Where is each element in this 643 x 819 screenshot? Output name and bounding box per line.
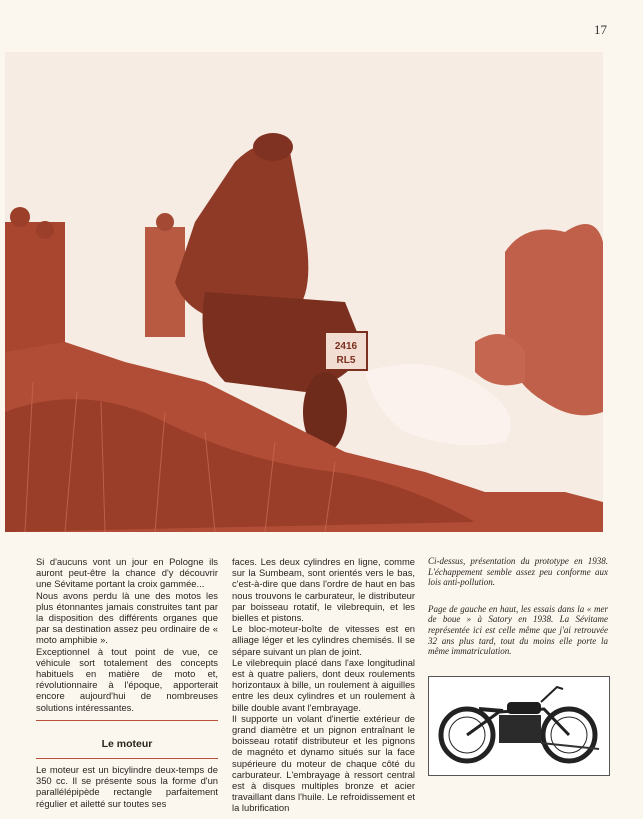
plate-text: 2416 bbox=[334, 341, 358, 352]
paragraph: faces. Les deux cylindres en ligne, comme sur la Sumbeam, sont orientés vers le bas, c'est-à-dire que dans l'ordre de haut en bas nous trouvons le carburateur, le distributeur par boisseau rotatif, le vilebrequin, et les bielles et pistons. bbox=[232, 556, 415, 624]
paragraph: Le vilebrequin placé dans l'axe longitudinal est à quatre paliers, dont deux roulements horizontaux à bille, un roulement à aiguilles entre les deux cylindres et un roulement à bille double avant l'embrayage. bbox=[232, 656, 415, 713]
page-number: 17 bbox=[594, 22, 607, 37]
main-photo bbox=[5, 52, 603, 532]
paragraph: Le moteur est un bicylindre deux-temps de 350 cc. Il se présente sous la forme d'un parallélépipède rectangle parfaitement régulier et ailetté sur toutes ses bbox=[36, 764, 218, 809]
caption-column bbox=[428, 556, 608, 657]
svg-text:RL5: RL5 bbox=[336, 355, 356, 366]
text-column-1-continued bbox=[36, 764, 218, 809]
text-column-2 bbox=[232, 556, 415, 814]
caption-top: Ci-dessus, présentation du prototype en 1938. L'échappement semble assez peu conforme aux lois anti-pollution. bbox=[428, 556, 608, 588]
section-heading: Le moteur bbox=[101, 738, 153, 750]
caption-bottom: Page de gauche en haut, les essais dans la « mer de boue » à Satory en 1938. La Sévitame représentée ici est celle même que j'ai retrouvée 32 ans plus tard, tout du moins elle porte la même immatriculation. bbox=[428, 603, 608, 657]
paragraph: Exceptionnel à tout point de vue, ce véhicule sort totalement des concepts habituels en matière de moto et, révolutionnaire à l'époque, apporterait encore aujourd'hui de nombreuses solutions intéressantes. bbox=[36, 645, 218, 713]
paragraph: Le bloc-moteur-boîte de vitesses est en alliage léger et les cylindres chemisés. Il se sépare suivant un plan de joint. bbox=[232, 623, 415, 657]
divider-bottom bbox=[36, 758, 218, 759]
paragraph: Il supporte un volant d'inertie extérieur de grand diamètre et un pignon entraînant le boisseau rotatif distributeur et les pignons de magnéto et dynamo situés sur la face supérieure du moteur de chaque côté du carburateur. L'embrayage à ressort central est à disques multiples bronze et acier travaillant dans l'huile. Le refroidissement et la lubrification bbox=[232, 712, 415, 814]
text-column-1 bbox=[36, 556, 218, 713]
divider-top bbox=[36, 720, 218, 721]
paragraph: Nous avons perdu là une des motos les plus étonnantes jamais construites tant par la disposition des différents organes que par sa destination assez peu ordinaire de « moto amphibie ». bbox=[36, 589, 218, 646]
motorcycle-photo bbox=[428, 676, 610, 776]
paragraph: Si d'aucuns vont un jour en Pologne ils auront peut-être la chance d'y découvrir une Sévitame portant la croix gammée... bbox=[36, 556, 218, 590]
